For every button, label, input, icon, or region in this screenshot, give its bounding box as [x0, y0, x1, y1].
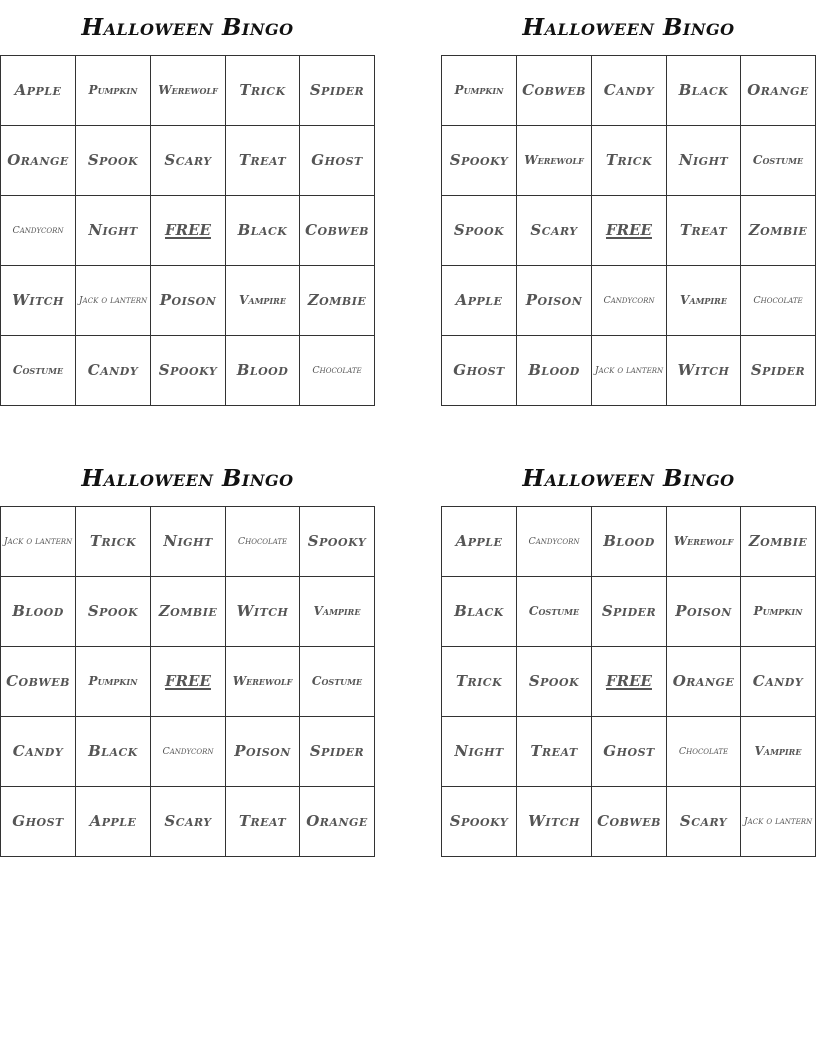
bingo-cell: Witch: [1, 266, 76, 336]
bingo-cell: Costume: [1, 336, 76, 406]
bingo-cell: Black: [226, 196, 300, 266]
bingo-grid: [441, 506, 816, 857]
bingo-cell: Blood: [517, 336, 592, 406]
bingo-cell: Spook: [76, 577, 151, 647]
bingo-cell: Orange: [667, 647, 741, 717]
bingo-cell: Zombie: [151, 577, 226, 647]
bingo-cell: Chocolate: [300, 336, 375, 406]
bingo-cell: Jack o lantern: [76, 266, 151, 336]
bingo-cell: Witch: [517, 787, 592, 857]
bingo-cell: Vampire: [226, 266, 300, 336]
bingo-cell: Spook: [76, 126, 151, 196]
bingo-cell: Pumpkin: [741, 577, 816, 647]
bingo-cell: Spooky: [151, 336, 226, 406]
bingo-cell: Werewolf: [226, 647, 300, 717]
bingo-cell: Candycorn: [1, 196, 76, 266]
bingo-cell: Spooky: [300, 507, 375, 577]
bingo-cell: Candy: [76, 336, 151, 406]
bingo-cell: Apple: [1, 56, 76, 126]
bingo-cell: Werewolf: [151, 56, 226, 126]
bingo-cell: Ghost: [1, 787, 76, 857]
bingo-grid: [0, 506, 375, 857]
bingo-cell: Apple: [442, 507, 517, 577]
bingo-cell: Cobweb: [517, 56, 592, 126]
bingo-cell: Vampire: [667, 266, 741, 336]
bingo-cell: Cobweb: [300, 196, 375, 266]
bingo-cell: Pumpkin: [76, 647, 151, 717]
bingo-cell: Pumpkin: [76, 56, 151, 126]
free-space-cell: FREE: [151, 647, 226, 717]
bingo-cell: Spider: [741, 336, 816, 406]
bingo-cell: Poison: [151, 266, 226, 336]
bingo-cell: Blood: [1, 577, 76, 647]
bingo-cell: Spooky: [442, 787, 517, 857]
bingo-cell: Chocolate: [741, 266, 816, 336]
bingo-cell: Trick: [442, 647, 517, 717]
bingo-cell: Treat: [226, 787, 300, 857]
bingo-cell: Treat: [226, 126, 300, 196]
bingo-cell: Costume: [300, 647, 375, 717]
bingo-cell: Zombie: [741, 507, 816, 577]
bingo-card: [441, 461, 816, 857]
bingo-card: [0, 10, 375, 406]
bingo-cell: Ghost: [300, 126, 375, 196]
bingo-card: [441, 10, 816, 406]
bingo-cell: Ghost: [592, 717, 667, 787]
bingo-cell: Pumpkin: [442, 56, 517, 126]
bingo-cell: Spider: [300, 717, 375, 787]
bingo-cell: Scary: [151, 787, 226, 857]
bingo-cell: Scary: [667, 787, 741, 857]
bingo-cell: Night: [442, 717, 517, 787]
bingo-cell: Trick: [76, 507, 151, 577]
bingo-cell: Night: [667, 126, 741, 196]
bingo-cell: Costume: [741, 126, 816, 196]
bingo-grid: [0, 55, 375, 406]
bingo-card: [0, 461, 375, 857]
bingo-cell: Spook: [442, 196, 517, 266]
bingo-cell: Scary: [151, 126, 226, 196]
card-title: Halloween Bingo: [522, 14, 735, 41]
bingo-cell: Spider: [300, 56, 375, 126]
bingo-cell: Zombie: [741, 196, 816, 266]
card-title: Halloween Bingo: [81, 465, 294, 492]
bingo-cell: Candy: [1, 717, 76, 787]
bingo-cell: Chocolate: [667, 717, 741, 787]
bingo-cell: Zombie: [300, 266, 375, 336]
bingo-cell: Spider: [592, 577, 667, 647]
bingo-cell: Witch: [226, 577, 300, 647]
bingo-cell: Blood: [226, 336, 300, 406]
bingo-cell: Treat: [517, 717, 592, 787]
bingo-cell: Night: [76, 196, 151, 266]
bingo-cell: Cobweb: [592, 787, 667, 857]
card-title: Halloween Bingo: [522, 465, 735, 492]
bingo-cell: Trick: [226, 56, 300, 126]
free-space-cell: FREE: [592, 647, 667, 717]
bingo-cell: Poison: [226, 717, 300, 787]
bingo-grid: [441, 55, 816, 406]
bingo-cell: Night: [151, 507, 226, 577]
bingo-cell: Werewolf: [517, 126, 592, 196]
bingo-cell: Candycorn: [151, 717, 226, 787]
bingo-cell: Candy: [741, 647, 816, 717]
bingo-cell: Poison: [517, 266, 592, 336]
bingo-cell: Chocolate: [226, 507, 300, 577]
bingo-cell: Black: [667, 56, 741, 126]
bingo-cell: Apple: [76, 787, 151, 857]
bingo-cell: Apple: [442, 266, 517, 336]
free-space-cell: FREE: [592, 196, 667, 266]
bingo-cell: Blood: [592, 507, 667, 577]
bingo-cell: Trick: [592, 126, 667, 196]
bingo-cell: Witch: [667, 336, 741, 406]
bingo-cell: Orange: [300, 787, 375, 857]
bingo-cell: Jack o lantern: [741, 787, 816, 857]
bingo-cell: Orange: [1, 126, 76, 196]
bingo-cell: Black: [442, 577, 517, 647]
card-title: Halloween Bingo: [81, 14, 294, 41]
bingo-cell: Costume: [517, 577, 592, 647]
bingo-cell: Orange: [741, 56, 816, 126]
bingo-cell: Treat: [667, 196, 741, 266]
bingo-cell: Werewolf: [667, 507, 741, 577]
bingo-cell: Spooky: [442, 126, 517, 196]
bingo-cell: Poison: [667, 577, 741, 647]
bingo-cell: Candy: [592, 56, 667, 126]
bingo-cell: Jack o lantern: [592, 336, 667, 406]
bingo-cell: Ghost: [442, 336, 517, 406]
bingo-cell: Black: [76, 717, 151, 787]
free-space-cell: FREE: [151, 196, 226, 266]
bingo-cell: Candycorn: [592, 266, 667, 336]
bingo-cell: Jack o lantern: [1, 507, 76, 577]
bingo-cell: Cobweb: [1, 647, 76, 717]
bingo-cell: Candycorn: [517, 507, 592, 577]
bingo-cell: Scary: [517, 196, 592, 266]
bingo-cell: Spook: [517, 647, 592, 717]
bingo-cell: Vampire: [741, 717, 816, 787]
bingo-cell: Vampire: [300, 577, 375, 647]
